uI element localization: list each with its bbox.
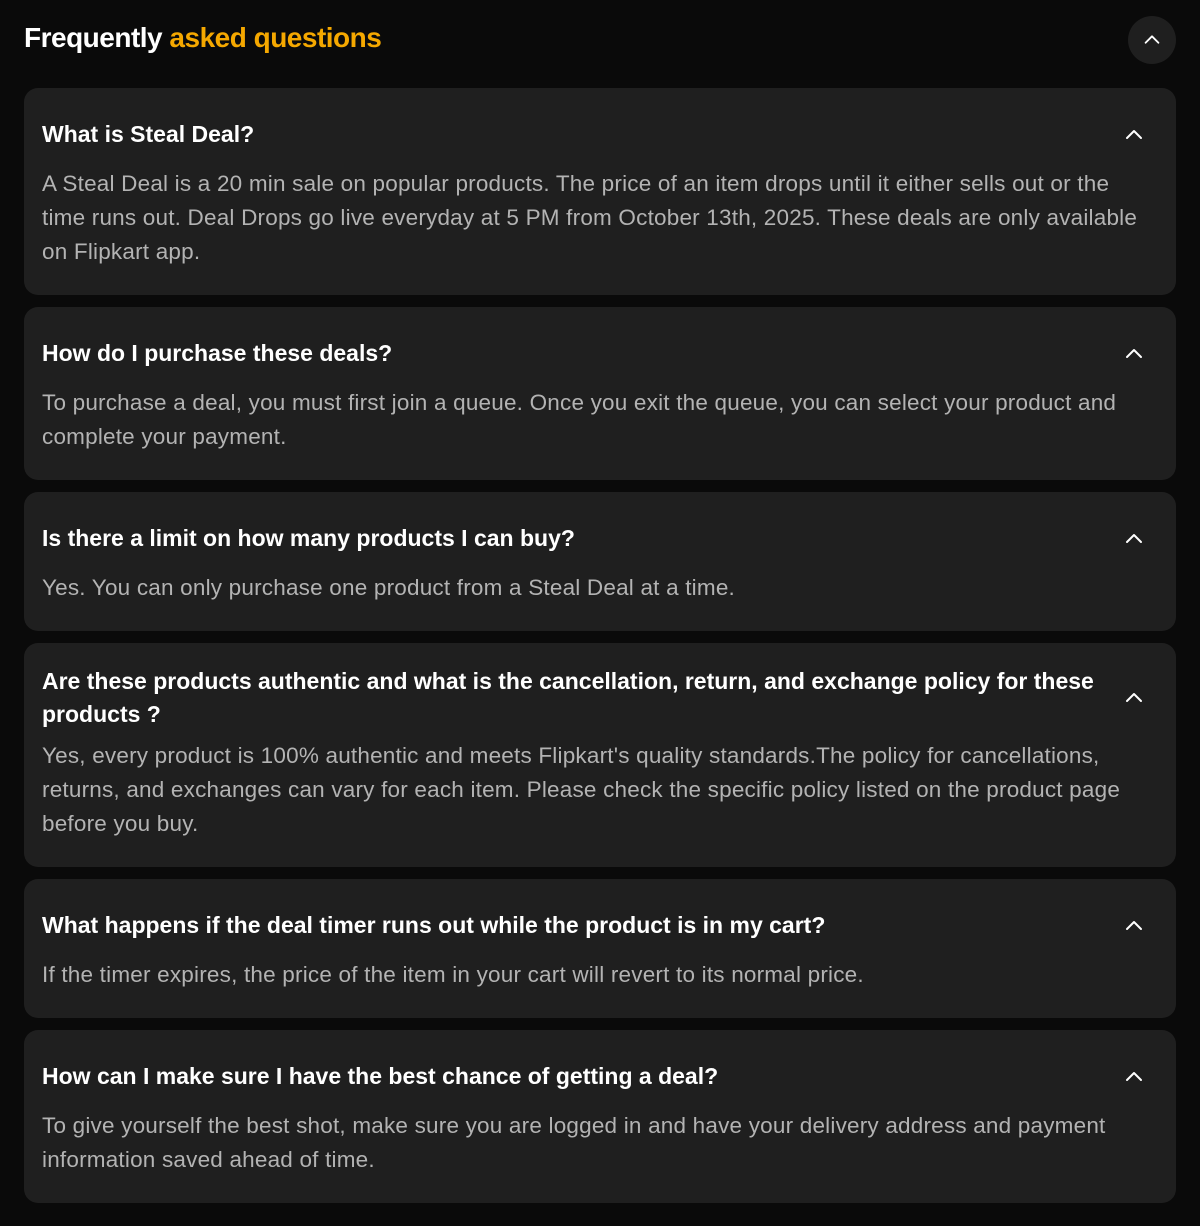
faq-list: [0, 88, 1200, 1203]
faq-answer: If the timer expires, the price of the item in your cart will revert to its normal price.: [42, 962, 864, 987]
faq-item: [24, 492, 1176, 631]
faq-item: [24, 1030, 1176, 1203]
faq-question-toggle[interactable]: [42, 909, 1158, 942]
faq-question: What happens if the deal timer runs out while the product is in my cart?: [42, 912, 826, 938]
chevron-up-icon[interactable]: [1122, 527, 1146, 551]
faq-header: [0, 0, 1200, 88]
faq-question-toggle[interactable]: [42, 522, 1158, 555]
faq-item: [24, 879, 1176, 1018]
faq-answer: Yes, every product is 100% authentic and meets Flipkart's quality standards.The policy for cancellations, returns, and exchanges can vary for each item. Please check the specific policy listed on the product page before you buy.: [42, 743, 1121, 836]
collapse-all-button[interactable]: [1128, 16, 1176, 64]
faq-question-toggle[interactable]: [42, 118, 1158, 151]
faq-question: Are these products authentic and what is the cancellation, return, and exchange policy for these products ?: [42, 668, 1094, 727]
chevron-up-icon[interactable]: [1122, 914, 1146, 938]
faq-question-toggle[interactable]: [42, 337, 1158, 370]
faq-answer: To purchase a deal, you must first join a queue. Once you exit the queue, you can select your product and complete your payment.: [42, 390, 1117, 449]
faq-answer: Yes. You can only purchase one product from a Steal Deal at a time.: [42, 575, 735, 600]
title-prefix: Frequently: [24, 22, 163, 53]
page-title: [24, 22, 381, 54]
chevron-up-icon[interactable]: [1122, 342, 1146, 366]
chevron-up-icon[interactable]: [1122, 1065, 1146, 1089]
chevron-up-icon[interactable]: [1122, 123, 1146, 147]
faq-question: How do I purchase these deals?: [42, 340, 393, 366]
chevron-up-icon[interactable]: [1122, 686, 1146, 710]
faq-answer: To give yourself the best shot, make sure you are logged in and have your delivery address and payment information saved ahead of time.: [42, 1113, 1106, 1172]
faq-question: How can I make sure I have the best chance of getting a deal?: [42, 1063, 719, 1089]
chevron-up-icon: [1141, 29, 1163, 51]
faq-question: Is there a limit on how many products I can buy?: [42, 525, 575, 551]
title-accent: asked questions: [169, 22, 382, 53]
faq-question-toggle[interactable]: [42, 1060, 1158, 1093]
faq-question-toggle[interactable]: [42, 665, 1158, 731]
faq-item: [24, 307, 1176, 480]
faq-item: [24, 643, 1176, 867]
faq-answer: A Steal Deal is a 20 min sale on popular products. The price of an item drops until it either sells out or the time runs out. Deal Drops go live everyday at 5 PM from October 13th, 2025. These deals are only available on Flipkart app.: [42, 171, 1138, 264]
faq-question: What is Steal Deal?: [42, 121, 255, 147]
faq-item: [24, 88, 1176, 295]
